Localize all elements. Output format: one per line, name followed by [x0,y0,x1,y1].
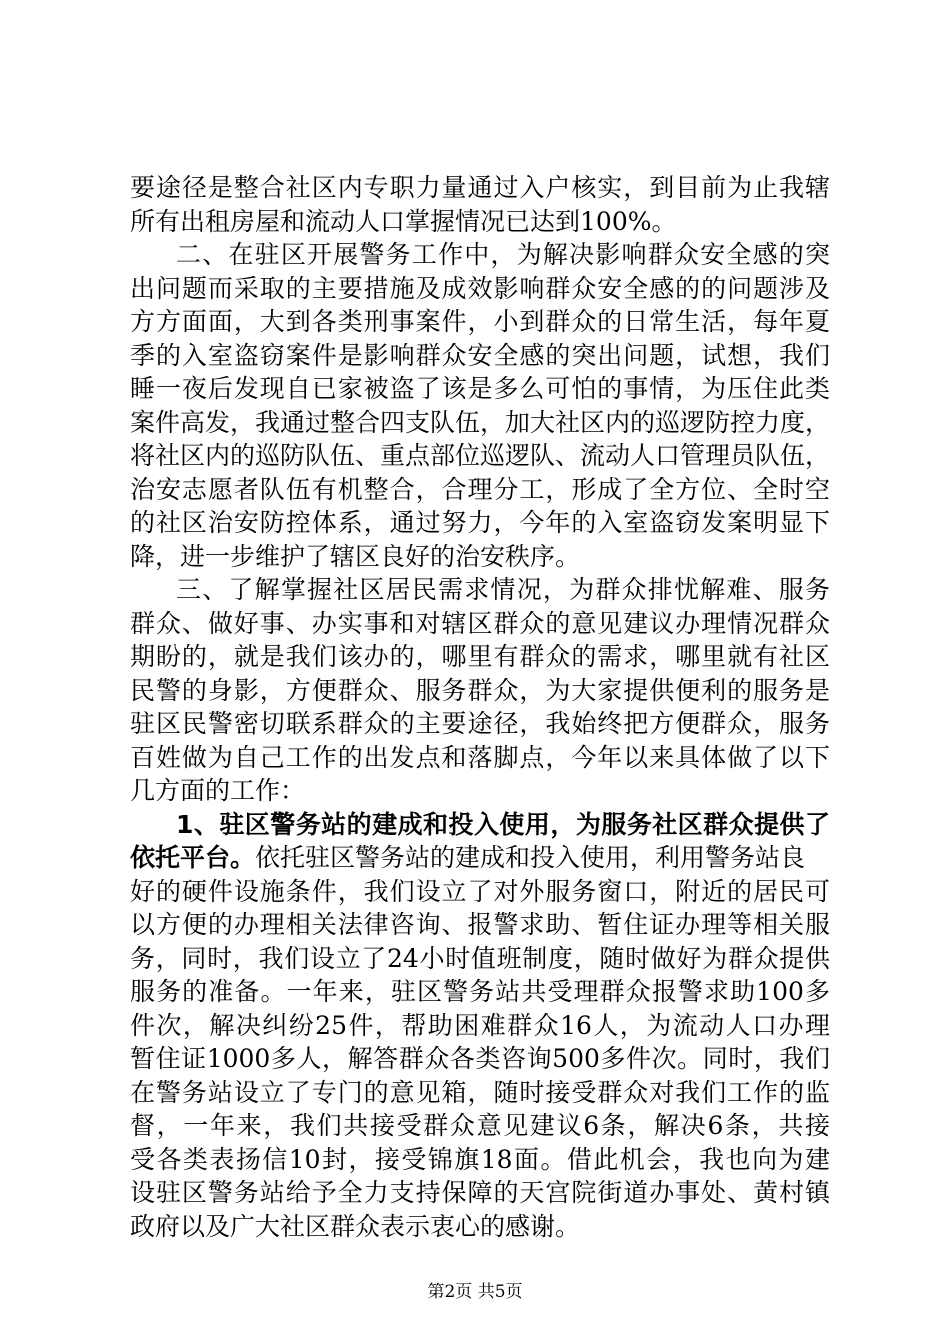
text-line: 受各类表扬信10封，接受锦旗18面。借此机会，我也向为建 [130,1144,830,1174]
paragraph-heading: 二、在驻区开展警务工作中，为解决影响群众安全感的突 [176,240,830,269]
text-line: 季的入室盗窃案件是影响群众安全感的突出问题，试想，我们 [130,340,830,370]
text-line: 设驻区警务站给予全力支持保障的天宫院街道办事处、黄村镇 [130,1178,830,1207]
text-line: 几方面的工作： [130,776,306,805]
text-line: 好的硬件设施条件，我们设立了对外服务窗口，附近的居民可 [130,876,830,906]
text-line: 所有出租房屋和流动人口掌握情况已达到100%。 [130,206,677,236]
text-line: 的社区治安防控体系，通过努力，今年的入室盗窃发案明显下 [130,508,830,537]
text-line: 睡一夜后发现自已家被盗了该是多么可怕的事情，为压住此类 [130,374,830,403]
text-line-mixed [130,841,830,875]
text-line: 要途径是整合社区内专职力量通过入户核实，到目前为止我辖 [130,173,830,202]
text-line: 方方面面，大到各类刑事案件，小到群众的日常生活，每年夏 [130,307,830,336]
text-line: 治安志愿者队伍有机整合，合理分工，形成了全方位、全时空 [130,474,830,504]
text-line: 期盼的，就是我们该办的，哪里有群众的需求，哪里就有社区 [130,642,830,671]
text-line: 民警的身影，方便群众、服务群众，为大家提供便利的服务是 [130,675,830,705]
text-line: 件次，解决纠纷25件，帮助困难群众16人，为流动人口办理 [130,1010,830,1040]
text-line: 政府以及广大社区群众表示衷心的感谢。 [130,1211,581,1241]
text-line: 案件高发，我通过整合四支队伍，加大社区内的巡逻防控力度， [130,407,831,437]
text-line: 群众、做好事、办实事和对辖区群众的意见建议办理情况群众 [130,608,830,638]
text-line: 将社区内的巡防队伍、重点部位巡逻队、流动人口管理员队伍， [130,441,831,470]
text-line: 出问题而采取的主要措施及成效影响群众安全感的的问题涉及 [130,273,830,303]
subsection-heading-tail: 依托平台。 [130,843,256,872]
text-line: 降，进一步维护了辖区良好的治安秩序。 [130,541,581,571]
text-line: 以方便的办理相关法律咨询、报警求助、暂住证办理等相关服 [130,910,830,939]
text-line: 暂住证1000多人，解答群众各类咨询500多件次。同时，我们 [130,1044,830,1073]
document-body [130,171,830,1243]
text-line: 务，同时，我们设立了24小时值班制度，随时做好为群众提供 [130,943,830,973]
page-number: 第2页 共5页 [427,1282,523,1302]
text-line: 百姓做为自己工作的出发点和落脚点，今年以来具体做了以下 [130,742,830,772]
text-run: 依托驻区警务站的建成和投入使用，利用警务站良 [255,843,806,872]
text-line: 督，一年来，我们共接受群众意见建议6条，解决6条，共接 [130,1111,830,1140]
text-line: 驻区民警密切联系群众的主要途径，我始终把方便群众，服务 [130,709,830,738]
subsection-heading: 1、驻区警务站的建成和投入使用，为服务社区群众提供了 [176,809,830,839]
text-line: 在警务站设立了专门的意见箱，随时接受群众对我们工作的监 [130,1077,830,1107]
text-line: 服务的准备。一年来，驻区警务站共受理群众报警求助100多 [130,977,830,1006]
paragraph-heading: 三、了解掌握社区居民需求情况，为群众排忧解难、服务 [176,575,830,604]
